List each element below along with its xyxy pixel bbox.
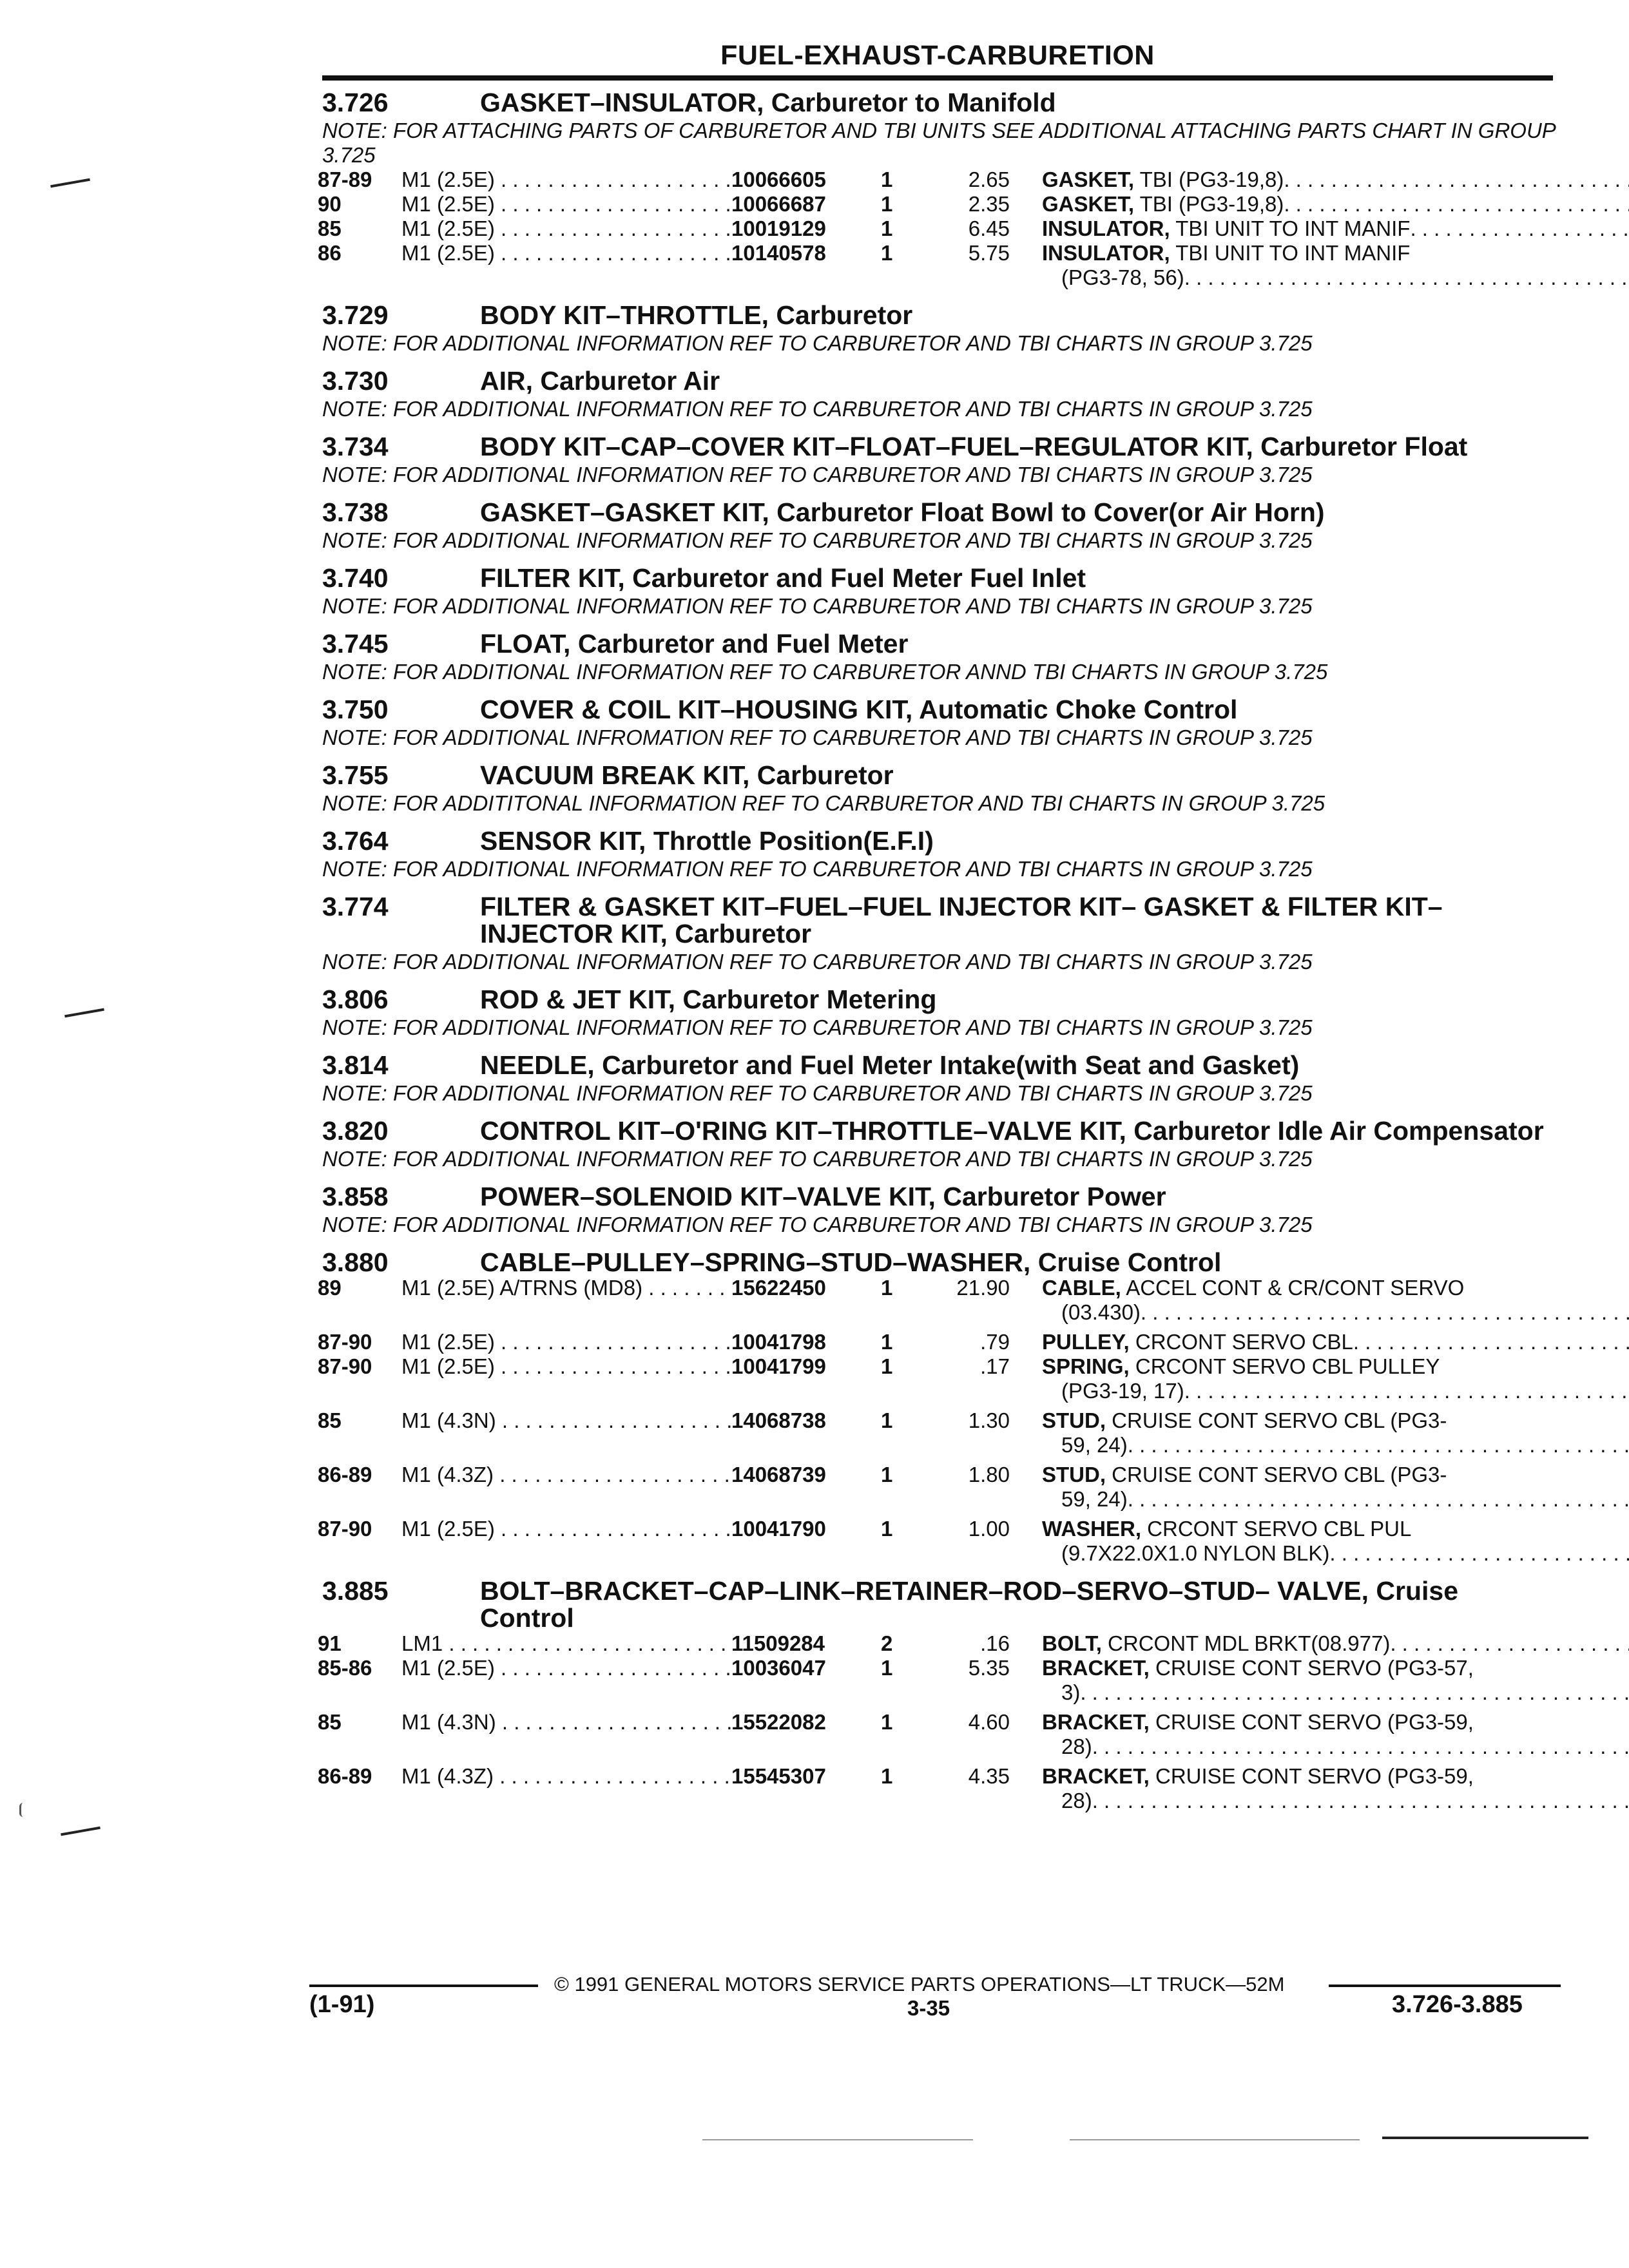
footer-date-code: (1-91) [309,1991,375,2018]
description-detail: 59, 24) [1061,1487,1128,1511]
description-line [1042,1656,1629,1680]
engine-code [401,216,731,241]
description-text [1061,1379,1184,1403]
group-name: BOLT–BRACKET–CAP–LINK–RETAINER–ROD–SERVO–STUD– VALVE, Cruise Control [480,1576,1459,1633]
price: 1.00 [968,1517,1010,1541]
part-description [1042,1354,1629,1403]
group-title [322,433,1559,460]
price: 6.45 [968,216,1010,240]
description-text [1042,1710,1474,1735]
group-title [322,1183,1559,1210]
group-number: 3.726 [322,88,389,117]
group-number: 3.745 [322,629,389,658]
price: .17 [980,1354,1010,1378]
part-description [1042,1408,1629,1457]
price: 1.80 [968,1463,1010,1486]
engine-code-text: M1 (2.5E) . . . [401,1517,731,1566]
description-keyword: BOLT, [1042,1631,1102,1655]
model-years: 90 [318,192,342,216]
part-number: 10066605 [731,168,826,191]
description-line [1042,1433,1629,1457]
part-row [318,1710,1559,1759]
dot-leader [1141,1300,1629,1325]
description-keyword: PULLEY, [1042,1330,1130,1354]
description-keyword: BRACKET, [1042,1656,1150,1680]
group-name: FILTER & GASKET KIT–FUEL–FUEL INJECTOR KIT– GASKET & FILTER KIT–INJECTOR KIT, Carburetor [480,892,1443,948]
part-description [1042,216,1629,241]
description-detail: (9.7X22.0X1.0 NYLON BLK) [1061,1541,1330,1565]
group-number: 3.806 [322,985,389,1014]
description-keyword: WASHER, [1042,1517,1142,1541]
dot-leader [1329,1541,1629,1566]
model-years: 85 [318,1710,342,1734]
group-number: 3.885 [322,1576,389,1606]
group-number: 3.880 [322,1247,389,1277]
quantity: 1 [881,1408,893,1432]
group-note: NOTE: FOR ADDITIONAL INFORMATION REF TO CARBURETOR AND TBI CHARTS IN GROUP 3.725 [322,594,1313,618]
description-detail: TBI (PG3-19,8) [1134,168,1284,191]
header-rule [322,75,1553,81]
model-years: 89 [318,1276,342,1300]
description-keyword: CABLE, [1042,1276,1121,1300]
description-detail: CRUISE CONT SERVO (PG3-59, [1149,1764,1474,1788]
dot-leader [1184,265,1629,290]
part-number: 15545307 [731,1764,826,1788]
group-title [322,302,1559,329]
engine-code-text: M1 (4.3Z) . . . [401,1764,731,1813]
group-number: 3.814 [322,1050,389,1080]
description-text [1042,1408,1447,1433]
group-number: 3.730 [322,366,389,396]
quantity: 1 [881,216,893,240]
engine-code-text: M1 (2.5E) . . . [401,1354,731,1403]
engine-code-text: M1 (2.5E) A/TRNS (MD8) . . . [401,1276,731,1325]
group-name: GASKET–INSULATOR, Carburetor to Manifold [480,88,1056,117]
description-text [1042,168,1284,192]
engine-code-text: M1 (2.5E) . . . [401,168,731,192]
model-years: 85 [318,1408,342,1432]
group-note: NOTE: FOR ADDITITONAL INFORMATION REF TO CARBURETOR AND TBI CHARTS IN GROUP 3.725 [322,791,1325,815]
quantity: 1 [881,192,893,216]
quantity: 1 [881,1276,893,1300]
dot-leader [1092,1789,1629,1813]
description-detail: TBI UNIT TO INT MANIF [1170,241,1411,265]
footer-rule-left [309,1984,538,1987]
dot-leader [1184,1379,1629,1403]
description-detail: CRCONT SERVO CBL [1129,1330,1353,1354]
model-years: 86-89 [318,1463,372,1486]
part-row [318,1276,1559,1325]
group-name: BODY KIT–THROTTLE, Carburetor [480,300,913,330]
price: .79 [980,1330,1010,1354]
group-note: NOTE: FOR ADDITIONAL INFORMATION REF TO CARBURETOR AND TBI CHARTS IN GROUP 3.725 [322,528,1313,552]
description-keyword: INSULATOR, [1042,241,1170,265]
description-text [1042,1517,1411,1541]
description-detail: TBI (PG3-19,8) [1134,192,1284,216]
price: .16 [980,1631,1010,1655]
description-detail: 28) [1061,1735,1092,1758]
part-number: 14068739 [731,1463,826,1486]
group-number: 3.858 [322,1182,389,1211]
description-line [1042,1300,1629,1325]
engine-code [401,1710,731,1759]
model-years: 87-90 [318,1517,372,1541]
description-line [1042,1463,1629,1487]
model-years: 87-90 [318,1330,372,1354]
quantity: 1 [881,1330,893,1354]
group-number: 3.734 [322,432,389,461]
quantity: 1 [881,1463,893,1486]
group-title [322,1577,1559,1631]
description-text [1061,1735,1092,1759]
description-detail: CRUISE CONT SERVO CBL (PG3- [1106,1408,1447,1432]
description-text [1061,265,1184,290]
dot-leader [1128,1487,1629,1512]
description-text [1042,1764,1474,1789]
dot-leader [1284,192,1629,216]
description-keyword: STUD, [1042,1408,1106,1432]
group-note: NOTE: FOR ADDITIONAL INFORMATION REF TO CARBURETOR AND TBI CHARTS IN GROUP 3.725 [322,950,1313,974]
quantity: 1 [881,1354,893,1378]
group-title [322,89,1559,116]
description-detail: CRUISE CONT SERVO (PG3-59, [1149,1710,1474,1734]
description-keyword: INSULATOR, [1042,216,1170,240]
part-number: 11509284 [731,1631,825,1655]
dot-leader [1128,1433,1629,1457]
description-detail: (03.430) [1061,1300,1141,1324]
quantity: 2 [881,1631,893,1655]
engine-code [401,192,731,216]
group-note: NOTE: FOR ADDITIONAL INFORMATION REF TO CARBURETOR AND TBI CHARTS IN GROUP 3.725 [322,1147,1313,1171]
description-line [1042,1487,1629,1512]
footer-page-number: 3-35 [907,1996,950,2020]
margin-mark [61,1827,101,1836]
part-description [1042,1517,1629,1566]
group-note: NOTE: FOR ADDITIONAL INFORMATION REF TO CARBURETOR AND TBI CHARTS IN GROUP 3.725 [322,1081,1313,1105]
group-number: 3.820 [322,1116,389,1146]
group-title [322,1117,1559,1144]
price: 5.35 [968,1656,1010,1680]
dot-leader [1080,1680,1629,1705]
engine-code [401,1517,731,1566]
part-row [318,1408,1559,1457]
dot-leader [1410,216,1629,241]
part-description [1042,1463,1629,1512]
description-detail: CRCONT MDL BRKT(08.977) [1101,1631,1391,1655]
part-description [1042,1330,1629,1354]
price: 4.35 [968,1764,1010,1788]
group-number: 3.755 [322,760,389,790]
description-text [1061,1487,1128,1512]
part-description [1042,1764,1629,1813]
description-text [1042,1276,1464,1300]
engine-code [401,1276,731,1325]
part-row [318,168,1559,192]
engine-code-text: M1 (2.5E) . . . [401,192,731,216]
engine-code [401,168,731,192]
description-text [1042,1354,1440,1379]
part-number: 10041799 [731,1354,826,1378]
margin-mark [1382,2137,1588,2139]
dot-leader [1092,1735,1629,1759]
description-line [1042,1789,1629,1813]
description-line [1042,265,1629,290]
part-number: 10041790 [731,1517,826,1541]
description-detail: 28) [1061,1789,1092,1812]
model-years: 87-89 [318,168,372,191]
engine-code [401,1330,731,1354]
description-text [1061,1300,1141,1325]
engine-code [401,1656,731,1705]
description-text [1042,1463,1447,1487]
description-keyword: GASKET, [1042,192,1135,216]
part-row [318,192,1559,216]
model-years: 85 [318,216,342,240]
quantity: 1 [881,168,893,191]
description-text [1061,1680,1080,1705]
engine-code [401,1631,731,1656]
description-keyword: STUD, [1042,1463,1106,1486]
description-keyword: BRACKET, [1042,1764,1150,1788]
description-detail: CRCONT SERVO CBL PULLEY [1129,1354,1440,1378]
description-detail: 3) [1061,1680,1081,1704]
page-header: FUEL-EXHAUST-CARBURETION [720,40,1155,71]
description-line [1042,1379,1629,1403]
dot-leader [1390,1631,1629,1656]
quantity: 1 [881,1656,893,1680]
description-line [1042,1517,1629,1541]
dot-leader [1284,168,1629,192]
price: 1.30 [968,1408,1010,1432]
footer-group-range: 3.726-3.885 [1392,1991,1523,2018]
group-name: AIR, Carburetor Air [480,366,720,396]
engine-code-text: M1 (2.5E) . . . [401,216,731,241]
model-years: 87-90 [318,1354,372,1378]
part-number: 10036047 [731,1656,826,1680]
part-description [1042,1710,1629,1759]
description-text [1042,1656,1474,1680]
group-note: NOTE: FOR ADDITIONAL INFORMATION REF TO CARBURETOR AND TBI CHARTS IN GROUP 3.725 [322,397,1313,421]
group-title [322,893,1559,947]
part-description [1042,1656,1629,1705]
part-row [318,1517,1559,1566]
description-keyword: BRACKET, [1042,1710,1150,1734]
engine-code-text: LM1 . . . [401,1631,731,1656]
group-number: 3.740 [322,563,389,593]
part-row [318,1631,1559,1656]
description-text [1042,216,1410,241]
part-row [318,1463,1559,1512]
group-name: BODY KIT–CAP–COVER KIT–FLOAT–FUEL–REGULATOR KIT, Carburetor Float [480,432,1468,461]
part-row [318,1330,1559,1354]
description-detail: TBI UNIT TO INT MANIF [1170,216,1411,240]
part-row [318,1354,1559,1403]
group-number: 3.774 [322,892,389,921]
description-line [1042,216,1629,241]
group-number: 3.764 [322,826,389,856]
model-years: 86-89 [318,1764,372,1788]
group-number: 3.738 [322,497,389,527]
part-row [318,1764,1559,1813]
margin-mark [1070,2139,1360,2140]
quantity: 1 [881,241,893,265]
group-name: SENSOR KIT, Throttle Position(E.F.I) [480,826,934,856]
engine-code [401,1764,731,1813]
group-name: NEEDLE, Carburetor and Fuel Meter Intake(with Seat and Gasket) [480,1050,1300,1080]
part-description [1042,241,1629,290]
group-title [322,499,1559,526]
model-years: 86 [318,241,342,265]
description-detail: ACCEL CONT & CR/CONT SERVO [1121,1276,1465,1300]
footer-rule-right [1329,1984,1561,1987]
price: 4.60 [968,1710,1010,1734]
group-name: POWER–SOLENOID KIT–VALVE KIT, Carburetor Power [480,1182,1166,1211]
part-number: 10019129 [731,216,826,240]
group-name: VACUUM BREAK KIT, Carburetor [480,760,894,790]
group-note: NOTE: FOR ADDITIONAL INFORMATION REF TO CARBURETOR AND TBI CHARTS IN GROUP 3.725 [322,857,1313,881]
margin-mark [702,2139,973,2140]
description-detail: CRUISE CONT SERVO CBL (PG3- [1106,1463,1447,1486]
group-name: CONTROL KIT–O'RING KIT–THROTTLE–VALVE KIT, Carburetor Idle Air Compensator [480,1116,1544,1146]
group-title [322,762,1559,789]
description-line [1042,1276,1629,1300]
engine-code-text: M1 (4.3N) . . . [401,1710,731,1759]
description-line [1042,192,1629,216]
group-title [322,630,1559,657]
group-note: NOTE: FOR ADDITIONAL INFORMATION REF TO CARBURETOR AND TBI CHARTS IN GROUP 3.725 [322,463,1313,486]
group-title [322,1052,1559,1079]
price: 5.75 [968,241,1010,265]
description-line [1042,241,1629,265]
part-number: 10140578 [731,241,826,265]
group-number: 3.729 [322,300,389,330]
margin-mark [19,1803,30,1817]
group-note: NOTE: FOR ATTACHING PARTS OF CARBURETOR AND TBI UNITS SEE ADDITIONAL ATTACHING PARTS CHART IN GROUP 3.725 [322,119,1556,167]
group-title [322,367,1559,394]
engine-code [401,1408,731,1457]
group-title [322,564,1559,591]
group-note: NOTE: FOR ADDITIONAL INFROMATION REF TO CARBURETOR AND TBI CHARTS IN GROUP 3.725 [322,726,1313,749]
description-text [1042,241,1410,265]
description-line [1042,1631,1629,1656]
description-line [1042,1408,1629,1433]
margin-mark [50,178,90,188]
part-description [1042,1631,1629,1656]
part-description [1042,192,1629,216]
description-line [1042,1680,1629,1705]
price: 2.35 [968,192,1010,216]
quantity: 1 [881,1517,893,1541]
description-detail: 59, 24) [1061,1433,1128,1457]
description-line [1042,1710,1629,1735]
part-description [1042,1276,1629,1325]
group-name: ROD & JET KIT, Carburetor Metering [480,985,937,1014]
description-text [1042,1631,1390,1656]
group-name: GASKET–GASKET KIT, Carburetor Float Bowl to Cover(or Air Horn) [480,497,1325,527]
description-text [1061,1789,1092,1813]
description-text [1061,1541,1329,1566]
part-number: 10066687 [731,192,826,216]
parts-listing [318,88,1559,1813]
engine-code [401,1354,731,1403]
description-line [1042,168,1629,192]
description-detail: (PG3-78, 56) [1061,265,1184,289]
description-text [1061,1433,1128,1457]
part-row [318,241,1559,290]
price: 21.90 [956,1276,1010,1300]
description-keyword: SPRING, [1042,1354,1130,1378]
part-row [318,216,1559,241]
group-title [322,986,1559,1013]
engine-code-text: M1 (4.3Z) . . . [401,1463,731,1512]
group-name: CABLE–PULLEY–SPRING–STUD–WASHER, Cruise Control [480,1247,1222,1277]
description-detail: CRUISE CONT SERVO (PG3-57, [1149,1656,1474,1680]
quantity: 1 [881,1710,893,1734]
description-line [1042,1735,1629,1759]
part-number: 14068738 [731,1408,826,1432]
group-note: NOTE: FOR ADDITIONAL INFORMATION REF TO CARBURETOR AND TBI CHARTS IN GROUP 3.725 [322,331,1313,355]
description-detail: (PG3-19, 17) [1061,1379,1184,1403]
description-line [1042,1330,1629,1354]
description-line [1042,1541,1629,1566]
engine-code-text: M1 (2.5E) . . . [401,1656,731,1705]
description-detail: CRCONT SERVO CBL PUL [1141,1517,1412,1541]
margin-mark [64,1008,104,1018]
part-number: 10041798 [731,1330,826,1354]
part-row [318,1656,1559,1705]
price: 2.65 [968,168,1010,191]
group-note: NOTE: FOR ADDITIONAL INFORMATION REF TO CARBURETOR AND TBI CHARTS IN GROUP 3.725 [322,1213,1313,1236]
engine-code-text: M1 (2.5E) . . . [401,241,731,290]
engine-code-text: M1 (4.3N) . . . [401,1408,731,1457]
model-years: 85-86 [318,1656,372,1680]
group-note: NOTE: FOR ADDITIONAL INFORMATION REF TO CARBURETOR AND TBI CHARTS IN GROUP 3.725 [322,1015,1313,1039]
engine-code-text: M1 (2.5E) . . . [401,1330,731,1354]
group-name: COVER & COIL KIT–HOUSING KIT, Automatic Choke Control [480,695,1238,724]
description-keyword: GASKET, [1042,168,1135,191]
group-number: 3.750 [322,695,389,724]
group-note: NOTE: FOR ADDITIONAL INFORMATION REF TO CARBURETOR ANND TBI CHARTS IN GROUP 3.725 [322,660,1328,684]
group-name: FILTER KIT, Carburetor and Fuel Meter Fuel Inlet [480,563,1086,593]
group-name: FLOAT, Carburetor and Fuel Meter [480,629,909,658]
model-years: 91 [318,1631,342,1655]
quantity: 1 [881,1764,893,1788]
group-title [322,696,1559,723]
part-number: 15622450 [731,1276,826,1300]
description-line [1042,1354,1629,1379]
group-title [322,827,1559,854]
description-text [1042,192,1284,216]
part-description [1042,168,1629,192]
description-text [1042,1330,1353,1354]
group-title [322,1249,1559,1276]
part-number: 15522082 [731,1710,826,1734]
footer-copyright: © 1991 GENERAL MOTORS SERVICE PARTS OPERATIONS—LT TRUCK—52M [554,1973,1285,1995]
dot-leader [1353,1330,1629,1354]
engine-code [401,241,731,290]
description-line [1042,1764,1629,1789]
engine-code [401,1463,731,1512]
